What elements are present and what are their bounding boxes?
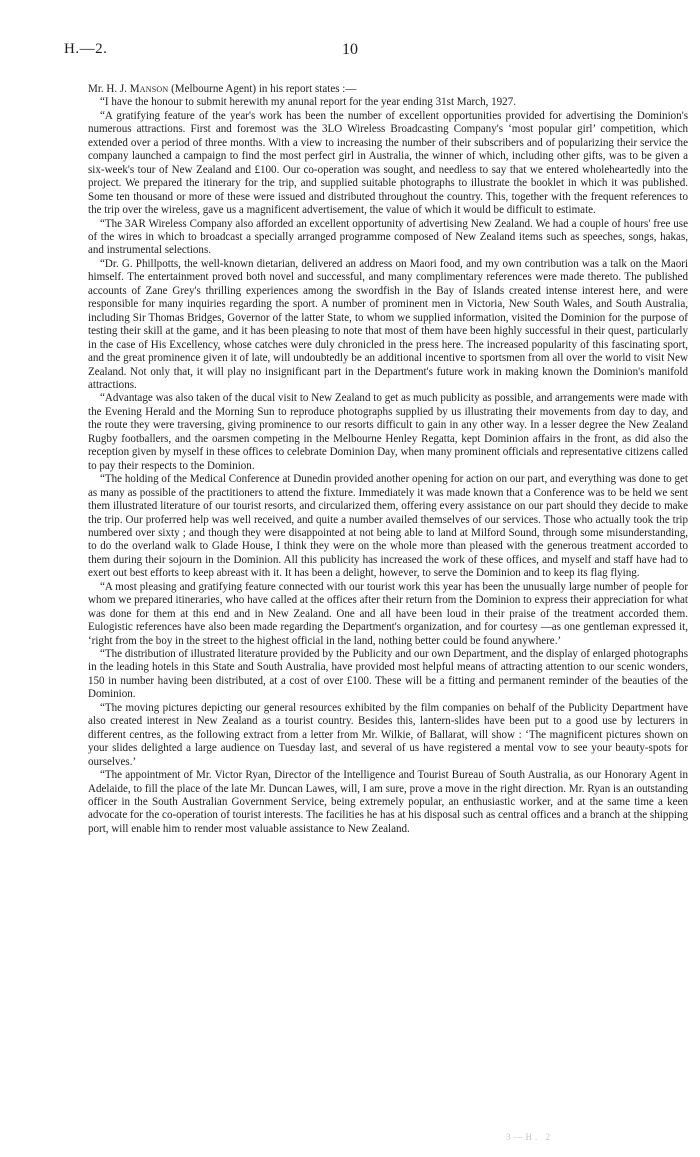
paragraph-illustrated-literature: “The distribution of illustrated literature provided by the Publicity and our own Department, and the display of enlarged photographs in the leading hotels in this State and South Australia, have provided most helpful means of attracting attention to our scenic wonders, 150 in number having been distributed, at a cost of over £100. These will be a fitting and permanent reminder of the beauties of the Dominion. — [88, 648, 688, 701]
document-reference: H.—2. — [64, 41, 108, 57]
paragraph-3lo-competition: “A gratifying feature of the year's work has been the number of excellent opportunities provided for advertising the Dominion's numerous attractions. First and foremost was the 3LO Wireless Broadcasting Company's ‘most popular girl’ competition, which extended over a period of three months. With a view to increasing the number of their subscribers and of popularizing their service the company launched a campaign to find the most perfect girl in Australia, the winner of which, including other gifts, was to be given a six-week's tour of New Zealand and £100. Our co-operation was sought, and needless to say that we entered wholeheartedly into the project. We prepared the itinerary for the trip, and supplied suitable photographs to illustrate the booklet in which it was published. Some ten thousand or more of these were issued and distributed throughout the country. This, together with the frequent references to the trip over the wireless, gave us a magnificent advertisement, the value of which it would be difficult to estimate. — [88, 109, 688, 217]
paragraph-ducal-visit: “Advantage was also taken of the ducal visit to New Zealand to get as much publicity as possible, and arrangements were made with the Evening Herald and the Morning Sun to reproduce photographs supplied by us illustrating their movements from day to day, and the route they were traversing, giving prominence to our resorts difficult to gain in any other way. In a lesser degree the New Zealand Rugby footballers, and the oarsmen competing in the Melbourne Henley Regatta, kept Dominion affairs in the front, as did also the reception given by myself in these offices to celebrate Dominion Day, when many prominent officials and representative citizens called to pay their respects to the Dominion. — [88, 392, 688, 472]
page-marginalia: 3—H. 2 — [506, 1132, 553, 1142]
paragraph-medical-conference: “The holding of the Medical Conference at Dunedin provided another opening for action on our part, and everything was done to get as many as possible of the practitioners to attend the fixture. Immediately it was made known that a Conference was to be held we sent them illustrated literature of our tourist resorts, and circularized them, offering every assistance on our part should they decide to make the trip. Our proferred help was well received, and quite a number availed themselves of our services. Those who actually took the trip numbered over sixty ; and though they were disappointed at not being able to land at Milford Sound, through some misunderstanding, to do the overland walk to Glade House, I think they were on the whole more than pleased with the generous treatment accorded to them during their sojourn in the Dominion. All this publicity has increased the work of these offices, and myself and staff have had to exert out best efforts to keep abreast with it. It has been a delight, however, to serve the Dominion and to keep its flag flying. — [88, 473, 688, 580]
report-body — [88, 83, 688, 836]
report-intro — [88, 83, 688, 96]
page-number: 10 — [342, 41, 358, 58]
agent-name: Manson — [129, 83, 169, 95]
paragraph-honorary-agent: “The appointment of Mr. Victor Ryan, Director of the Intelligence and Tourist Bureau of South Australia, as our Honorary Agent in Adelaide, to fill the place of the late Mr. Duncan Lawes, will, I am sure, prove a move in the right direction. Mr. Ryan is an outstanding officer in the South Australian Government Service, being extremely popular, an enthusiastic worker, and at the same time a keen advocate for the co-operation of tourist interests. The facilities he has at his disposal such as central offices and a branch at the shipping port, will enable him to render most valuable assistance to New Zealand. — [88, 769, 688, 835]
paragraph-moving-pictures: “The moving pictures depicting our general resources exhibited by the film companies on behalf of the Publicity Department have also created interest in New Zealand as a tourist country. Besides this, lantern-slides have been put to a good use by lecturers in different centres, as the following extract from a letter from Mr. Wilkie, of Ballarat, will show : ‘The magnificent pictures shown on your slides delighted a large audience on Tuesday last, and several of us have registered a mental vow to see your beauty-spots for ourselves.’ — [88, 701, 688, 768]
paragraph-maori-and-swordfish: “Dr. G. Phillpotts, the well-known dietarian, delivered an address on Maori food, and my own contribution was a talk on the Maori himself. The entertainment proved both novel and successful, and many complimentary references were made thereto. The published accounts of Zane Grey's thrilling experiences among the swordfish in the Bay of Islands created intense interest here, and were responsible for many inquiries regarding the sport. A number of prominent men in Victoria, New South Wales, and South Australia, including Sir Thomas Bridges, Governor of the latter State, to whom we supplied information, visited the Dominion for the purpose of testing their skill at the game, and it has been pleasing to note that most of them have been highly successful in their quest, particularly in the case of His Excellency, whose catches were duly chronicled in the press here. The increased popularity of this fascinating sport, and the great prominence given it of late, will undoubtedly be an additional incentive to sportsmen from all over the world to visit New Zealand. Not only that, it will play no insignificant part in the Department's future work in making known the Dominion's manifold attractions. — [88, 257, 688, 391]
paragraph-3ar-wireless: “The 3AR Wireless Company also afforded an excellent opportunity of advertising New Zealand. We had a couple of hours' free use of the wires in which to broadcast a specially arranged programme composed of New Zealand items such as speeches, songs, hakas, and instrumental selections. — [88, 217, 688, 257]
intro-prefix: Mr. H. J. — [88, 83, 130, 95]
page-header — [64, 41, 664, 61]
paragraph-itineraries: “A most pleasing and gratifying feature connected with our tourist work this year has been the unusually large number of people for whom we prepared itineraries, who have called at the offices after their return from the Dominion to express their appreciation for what was done for them at this end and in New Zealand. One and all have been loud in their praise of the treatment accorded them. Eulogistic references have also been made regarding the Department's organization, and for courtesy —as one gentleman expressed it, ‘right from the boy in the street to the highest official in the land, nothing better could be found anywhere.’ — [88, 580, 688, 647]
paragraph-annual-report: “I have the honour to submit herewith my anunal report for the year ending 31st March, 1927. — [100, 96, 516, 109]
intro-suffix: (Melbourne Agent) in his report states :— — [168, 83, 357, 95]
